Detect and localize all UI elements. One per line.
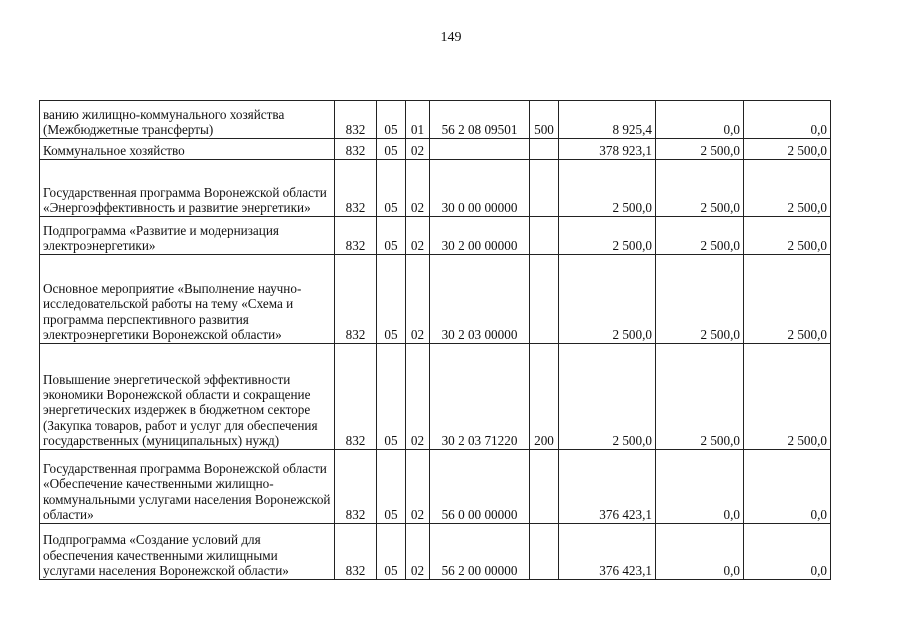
row-sum-3: 2 500,0	[744, 217, 831, 255]
row-expense-type	[530, 160, 559, 217]
row-sum-3: 0,0	[744, 101, 831, 139]
row-expense-type	[530, 450, 559, 524]
row-expense-type: 500	[530, 101, 559, 139]
row-grbs: 832	[335, 450, 377, 524]
row-sum-1: 2 500,0	[559, 217, 656, 255]
row-grbs: 832	[335, 101, 377, 139]
row-target-code: 30 2 03 71220	[430, 344, 530, 450]
row-sum-1: 2 500,0	[559, 160, 656, 217]
row-subsection: 02	[406, 524, 430, 580]
row-subsection: 02	[406, 255, 430, 344]
row-sum-3: 2 500,0	[744, 139, 831, 160]
row-sum-2: 2 500,0	[656, 139, 744, 160]
row-expense-type	[530, 255, 559, 344]
table-row	[40, 450, 831, 524]
row-sum-2: 2 500,0	[656, 255, 744, 344]
row-sum-2: 2 500,0	[656, 160, 744, 217]
row-section: 05	[377, 139, 406, 160]
row-grbs: 832	[335, 160, 377, 217]
row-target-code: 30 0 00 00000	[430, 160, 530, 217]
row-name: Подпрограмма «Развитие и модернизация электроэнергетики»	[40, 217, 335, 255]
budget-table	[39, 100, 831, 580]
row-section: 05	[377, 255, 406, 344]
row-subsection: 02	[406, 217, 430, 255]
row-subsection: 02	[406, 160, 430, 217]
row-sum-3: 0,0	[744, 524, 831, 580]
row-subsection: 02	[406, 450, 430, 524]
row-target-code: 56 2 08 09501	[430, 101, 530, 139]
table-row	[40, 344, 831, 450]
row-sum-2: 0,0	[656, 101, 744, 139]
row-subsection: 02	[406, 139, 430, 160]
row-grbs: 832	[335, 139, 377, 160]
row-target-code: 56 0 00 00000	[430, 450, 530, 524]
row-name: ванию жилищно-коммунального хозяйства (Межбюджетные трансферты)	[40, 101, 335, 139]
row-sum-2: 0,0	[656, 450, 744, 524]
row-name: Основное мероприятие «Выполнение научно-исследовательской работы на тему «Схема и программа перспективного развития электроэнергетики Воронежской области»	[40, 255, 335, 344]
row-section: 05	[377, 450, 406, 524]
row-name: Подпрограмма «Создание условий для обеспечения качественными жилищными услугами населения Воронежской области»	[40, 524, 335, 580]
row-expense-type	[530, 139, 559, 160]
row-sum-1: 2 500,0	[559, 344, 656, 450]
row-expense-type	[530, 217, 559, 255]
row-sum-3: 2 500,0	[744, 255, 831, 344]
row-sum-3: 2 500,0	[744, 160, 831, 217]
table-row	[40, 101, 831, 139]
row-sum-3: 0,0	[744, 450, 831, 524]
row-sum-1: 376 423,1	[559, 450, 656, 524]
row-sum-2: 2 500,0	[656, 217, 744, 255]
row-subsection: 01	[406, 101, 430, 139]
row-expense-type	[530, 524, 559, 580]
row-expense-type: 200	[530, 344, 559, 450]
row-section: 05	[377, 524, 406, 580]
row-name: Повышение энергетической эффективности экономики Воронежской области и сокращение энергетических издержек в бюджетном секторе (Закупка товаров, работ и услуг для обеспечения государственных (муниципальных) нужд)	[40, 344, 335, 450]
row-grbs: 832	[335, 344, 377, 450]
row-sum-2: 2 500,0	[656, 344, 744, 450]
row-target-code: 56 2 00 00000	[430, 524, 530, 580]
row-sum-1: 378 923,1	[559, 139, 656, 160]
table-row	[40, 139, 831, 160]
row-name: Коммунальное хозяйство	[40, 139, 335, 160]
row-sum-2: 0,0	[656, 524, 744, 580]
page-number: 149	[440, 30, 462, 45]
row-name: Государственная программа Воронежской области «Энергоэффективность и развитие энергетики»	[40, 160, 335, 217]
row-subsection: 02	[406, 344, 430, 450]
row-sum-3: 2 500,0	[744, 344, 831, 450]
row-grbs: 832	[335, 524, 377, 580]
row-section: 05	[377, 101, 406, 139]
row-grbs: 832	[335, 255, 377, 344]
table-row	[40, 217, 831, 255]
row-sum-1: 8 925,4	[559, 101, 656, 139]
row-sum-1: 2 500,0	[559, 255, 656, 344]
row-section: 05	[377, 344, 406, 450]
table-row	[40, 524, 831, 580]
row-name: Государственная программа Воронежской области «Обеспечение качественными жилищно-коммунальными услугами населения Воронежской области»	[40, 450, 335, 524]
row-grbs: 832	[335, 217, 377, 255]
row-sum-1: 376 423,1	[559, 524, 656, 580]
row-section: 05	[377, 160, 406, 217]
row-target-code: 30 2 00 00000	[430, 217, 530, 255]
row-section: 05	[377, 217, 406, 255]
table-row	[40, 160, 831, 217]
row-target-code: 30 2 03 00000	[430, 255, 530, 344]
table-row	[40, 255, 831, 344]
row-target-code	[430, 139, 530, 160]
